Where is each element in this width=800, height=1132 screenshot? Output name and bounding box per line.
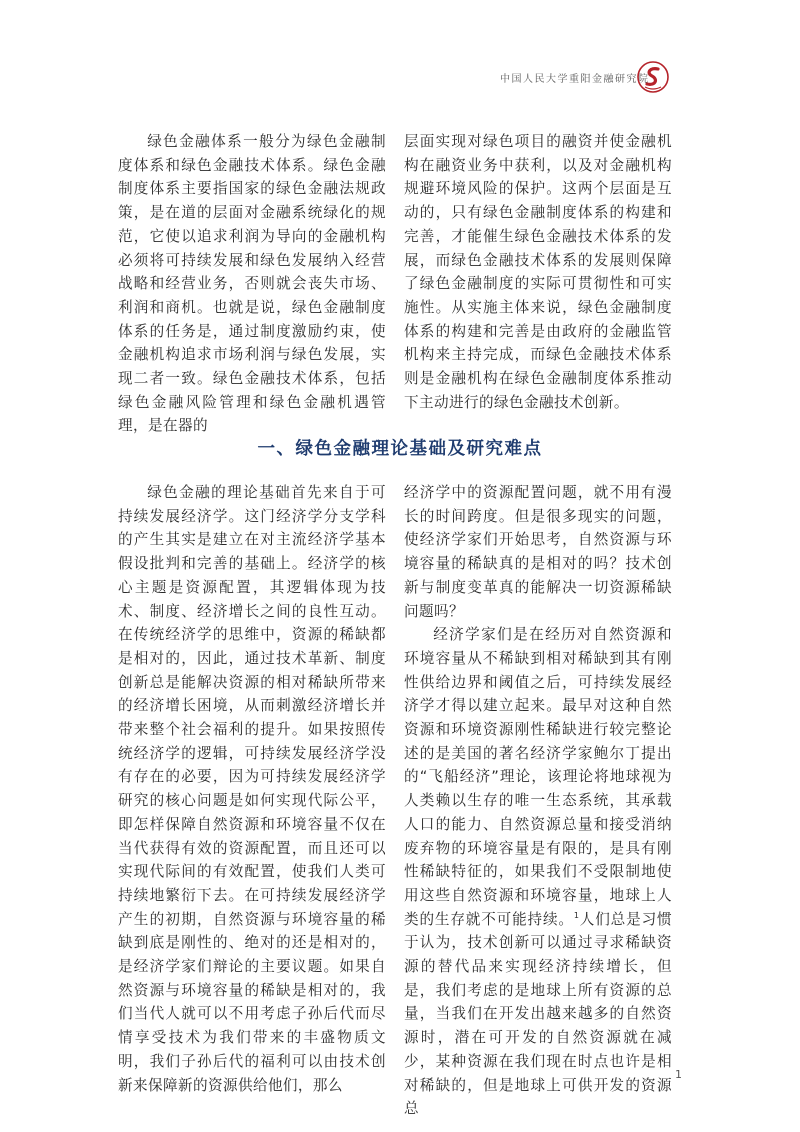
paragraph: 绿色金融的理论基础首先来自于可持续发展经济学。这门经济学分支学科的产生其实是建立在对主流经济学基本假设批判和完善的基础上。经济学的核心主题是资源配置，其逻辑体现为技术、制度、经济增长之间的良性互动。在传统经济学的思维中，资源的稀缺都是相对的，因此，通过技术革新、制度创新总是能解决资源的相对稀缺所带来的经济增长困境，从而刺激经济增长并带来整个社会福利的提升。如果按照传统经济学的逻辑，可持续发展经济学没有存在的必要，因为可持续发展经济学研究的核心问题是如何实现代际公平，即怎样保障自然资源和环境容量不仅在当代获得有效的资源配置，而且还可以实现代际间的有效配置，使我们人类可持续地繁衍下去。在可持续发展经济学产生的初期，自然资源与环境容量的稀缺到底是刚性的、绝对的还是相对的，是经济学家们辩论的主要议题。如果自然资源与环境容量的稀缺是相对的，我们当代人就可以不用考虑子孙后代而尽情享受技术为我们带来的丰盛物质文明，我们子孙后代的福利可以由技术创新来保障新的资源供给他们，那么 — [118, 484, 386, 1094]
paragraph: 绿色金融体系一般分为绿色金融制度体系和绿色金融技术体系。绿色金融制度体系主要指国家的绿色金融法规政策，是在道的层面对金融系统绿化的规范，它使以追求利润为导向的金融机构必须将可持续发展和绿色发展纳入经营战略和经营业务，否则就会丧失市场、利润和商机。也就是说，绿色金融制度体系的任务是，通过制度激励约束，使金融机构追求市场利润与绿色发展，实现二者一致。绿色金融技术体系，包括绿色金融风险管理和绿色金融机遇管理，是在器的 — [118, 133, 386, 435]
body-left-column — [118, 481, 386, 1097]
paragraph: 层面实现对绿色项目的融资并使金融机构在融资业务中获利，以及对金融机构规避环境风险的保护。这两个层面是互动的，只有绿色金融制度体系的构建和完善，才能催生绿色金融技术体系的发展，而绿色金融技术体系的发展则保障了绿色金融制度的实际可贯彻性和可实施性。从实施主体来说，绿色金融制度体系的构建和完善是由政府的金融监管机构来主持完成，而绿色金融技术体系则是金融机构在绿色金融制度体系推动下主动进行的绿色金融技术创新。 — [404, 133, 672, 411]
footnote-mark[interactable]: 1 — [573, 910, 580, 920]
body-right-column — [404, 481, 672, 1121]
paragraph-text: 人们总是习惯于认为，技术创新可以通过寻求稀缺资源的替代品来实现经济持续增长，但是，我们考虑的是地球上所有资源的总量，当我们在开发出越来越多的自然资源时，潜在可开发的自然资源就在减少，某种资源在我们现在时点也许是相对稀缺的，但是地球上可供开发的资源总 — [404, 910, 673, 1118]
page-number: 1 — [675, 1068, 682, 1081]
paragraph — [404, 623, 672, 1121]
top-left-column — [118, 130, 386, 438]
top-right-column — [404, 130, 672, 414]
paragraph: 经济学中的资源配置问题，就不用有漫长的时间跨度。但是很多现实的问题，使经济学家们开始思考，自然资源与环境容量的稀缺真的是相对的吗？技术创新与制度变革真的能解决一切资源稀缺问题吗？ — [404, 484, 672, 620]
page-header — [0, 0, 800, 110]
paragraph-text: 经济学家们是在经历对自然资源和环境容量从不稀缺到相对稀缺到其有刚性供给边界和阈值之后，可持续发展经济学才得以建立起来。最早对这种自然资源和环境资源刚性稀缺进行较完整论述的是美国的著名经济学家鲍尔丁提出的“飞船经济”理论，该理论将地球视为人类赖以生存的唯一生态系统，其承载人口的能力、自然资源总量和接受消纳废弃物的环境容量是有限的，是具有刚性稀缺特征的，如果我们不受限制地使用这些自然资源和环境容量，地球上人类的生存就不可能持续。 — [404, 626, 672, 928]
section-title: 一、绿色金融理论基础及研究难点 — [257, 439, 543, 459]
chongyang-logo-icon — [636, 60, 670, 94]
institute-name: 中国人民大学重阳金融研究院 — [500, 74, 650, 85]
